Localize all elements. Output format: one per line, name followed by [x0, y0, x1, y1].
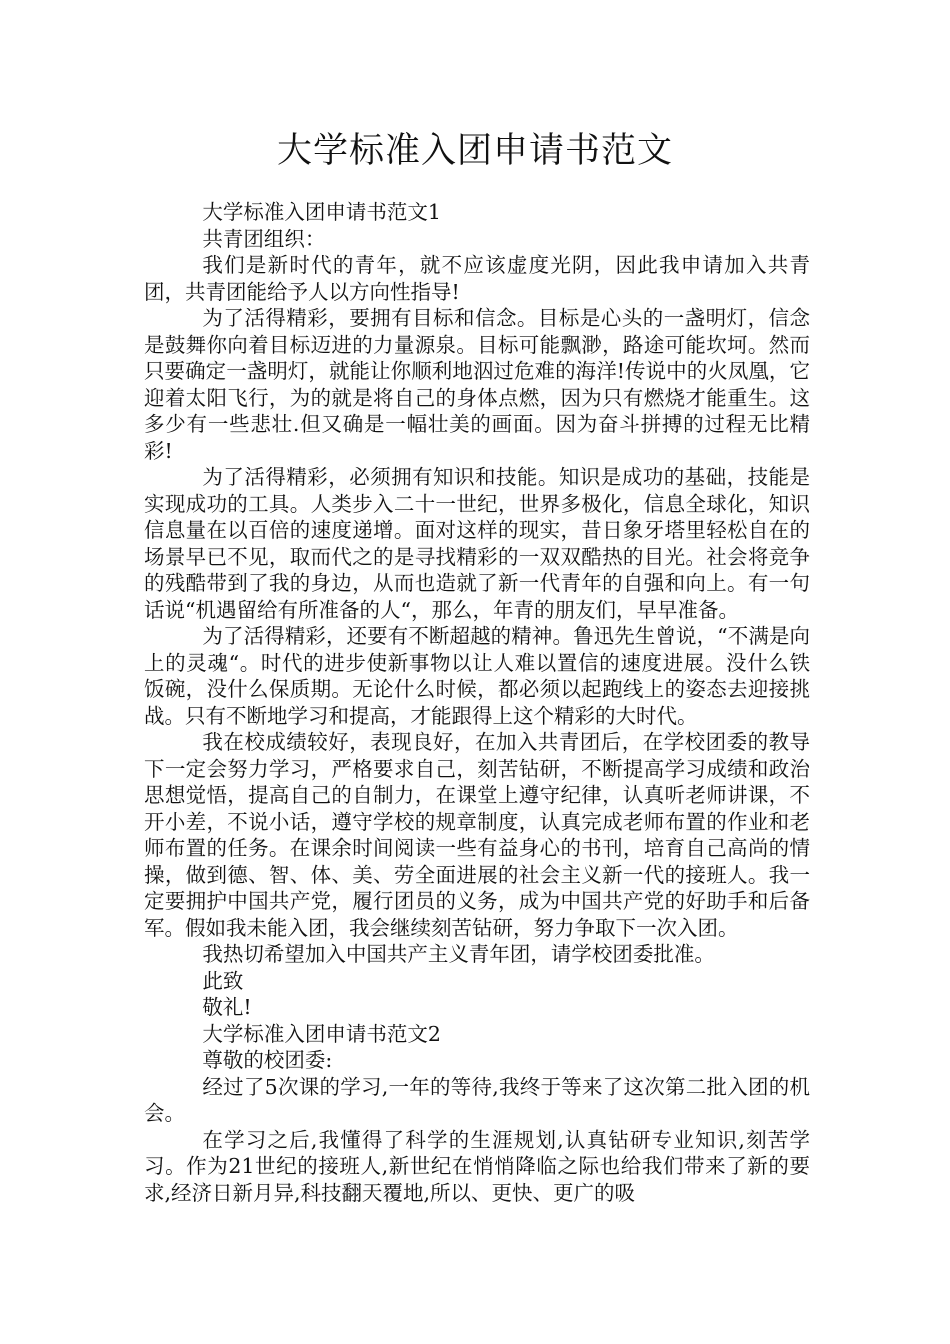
body-paragraph: 我在校成绩较好，表现良好，在加入共青团后，在学校团委的教导下一定会努力学习，严格要求自己，刻苦钻研，不断提高学习成绩和政治思想觉悟，提高自己的自制力，在课堂上遵守纪律，认真听老师讲课，不开小差，不说小话，遵守学校的规章制度，认真完成老师布置的作业和老师布置的任务。在课余时间阅读一些有益身心的书刊，培育自己高尚的情操，做到德、智、体、美、劳全面进展的社会主义新一代的接班人。我一定要拥护中国共产党，履行团员的义务，成为中国共产党的好助手和后备军。假如我未能入团，我会继续刻苦钻研，努力争取下一次入团。: [144, 730, 810, 940]
closing-line: 此致: [202, 968, 244, 993]
body-paragraph: 我们是新时代的青年，就不应该虚度光阴，因此我申请加入共青团，共青团能给予人以方向性指导!: [144, 253, 810, 304]
body-paragraph: 在学习之后,我懂得了科学的生涯规划,认真钻研专业知识,刻苦学习。作为21世纪的接班人,新世纪在悄悄降临之际也给我们带来了新的要求,经济日新月异,科技翻天覆地,所以、更快、更广的吸: [144, 1127, 810, 1205]
document-body: [144, 199, 810, 1206]
salutation: 尊敬的校团委:: [202, 1048, 333, 1072]
body-paragraph: 为了活得精彩，要拥有目标和信念。目标是心头的一盏明灯，信念是鼓舞你向着目标迈进的力量源泉。目标可能飘渺，路途可能坎坷。然而只要确定一盏明灯，就能让你顺利地泅过危难的海洋!传说中的火凤凰，它迎着太阳飞行，为的就是将自己的身体点燃，因为只有燃烧才能重生。这多少有一些悲壮.但又确是一幅壮美的画面。因为奋斗拼搏的过程无比精彩!: [144, 306, 810, 463]
section-heading-1: 大学标准入团申请书范文1: [202, 200, 441, 224]
body-paragraph: 为了活得精彩，必须拥有知识和技能。知识是成功的基础，技能是实现成功的工具。人类步入二十一世纪，世界多极化，信息全球化，知识信息量在以百倍的速度递增。面对这样的现实，昔日象牙塔里轻松自在的场景早已不见，取而代之的是寻找精彩的一双双酷热的目光。社会将竞争的残酷带到了我的身边，从而也造就了新一代青年的自强和向上。有一句话说“机遇留给有所准备的人“，那么，年青的朋友们，早早准备。: [144, 465, 810, 622]
salutation: 共青团组织：: [202, 226, 326, 251]
document-title: 大学标准入团申请书范文: [276, 131, 673, 171]
body-paragraph: 我热切希望加入中国共产主义青年团，请学校团委批准。: [202, 942, 715, 966]
body-paragraph: 经过了5次课的学习,一年的等待,我终于等来了这次第二批入团的机会。: [144, 1074, 810, 1125]
body-paragraph: 为了活得精彩，还要有不断超越的精神。鲁迅先生曾说，“不满是向上的灵魂“。时代的进步使新事物以让人难以置信的速度进展。没什么铁饭碗，没什么保质期。无论什么时候，都必须以起跑线上的姿态去迎接挑战。只有不断地学习和提高，才能跟得上这个精彩的大时代。: [144, 624, 810, 728]
section-heading-2: 大学标准入团申请书范文2: [202, 1021, 441, 1046]
closing-line: 敬礼!: [202, 995, 252, 1019]
